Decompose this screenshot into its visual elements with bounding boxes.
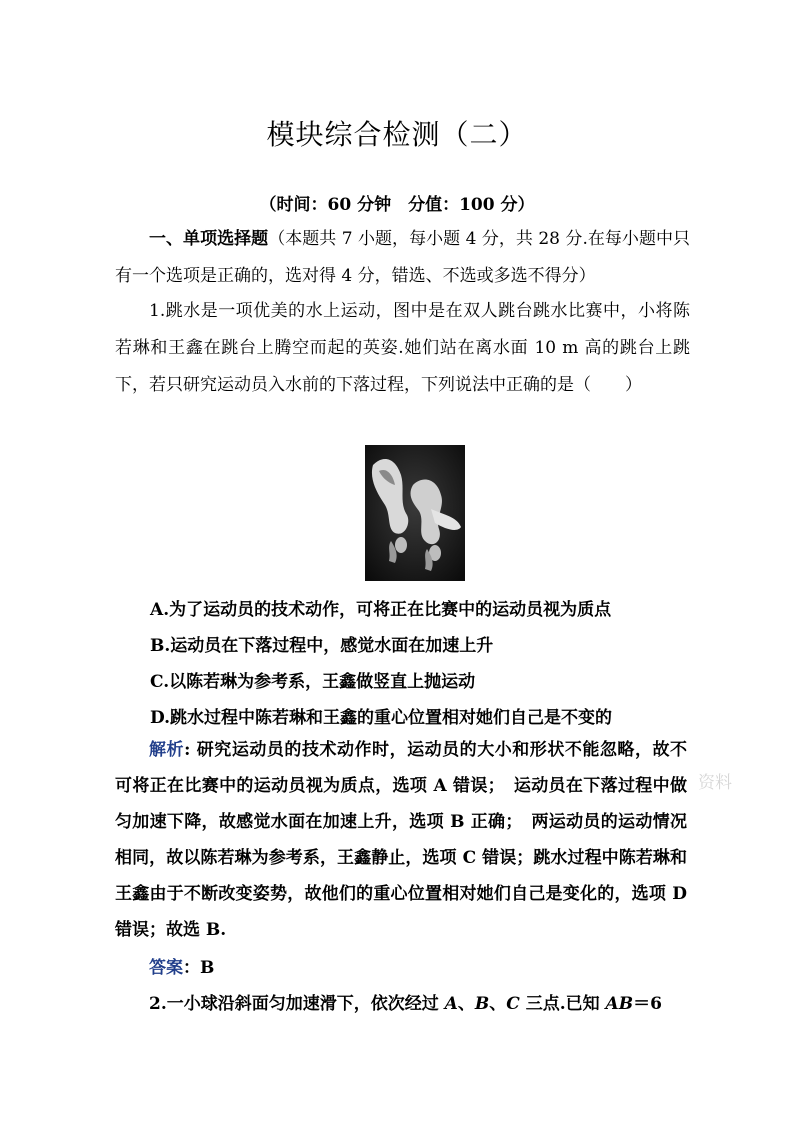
option-b: B.运动员在下落过程中，感觉水面在加速上升: [150, 636, 494, 656]
section-instructions: [115, 221, 690, 295]
diving-photo: [365, 445, 465, 581]
divers-image: [365, 445, 465, 581]
watermark-text: 资料: [698, 773, 732, 793]
q2-sep-1: 、: [457, 994, 475, 1014]
q2-mid: 三点.已知: [519, 994, 606, 1014]
page-title: 模块综合检测（二）: [266, 118, 528, 151]
point-b: B: [474, 994, 490, 1014]
answer-text: ：B: [183, 958, 215, 978]
point-c: C: [506, 994, 520, 1014]
analysis-text: : 研究运动员的技术动作时，运动员的大小和形状不能忽略，故不可将正在比赛中的运动员视为质点，选项 A 错误； 运动员在下落过程中做匀加速下降，故感觉水面在加速上升，选项 B 正确； 两运动员的运动情况相同，故以陈若琳为参考系，王鑫静止，选项 C 错误；跳水过程中陈若琳和王鑫由于不断改变姿势，故他们的重心位置相对她们自己是变化的，选项 D 错误；故选 B.: [115, 740, 687, 940]
option-c: C.以陈若琳为参考系，王鑫做竖直上抛运动: [150, 672, 476, 692]
section-heading: 一、单项选择题: [149, 229, 269, 249]
section-rules: （本题共 7 小题，每小题 4 分，共 28 分.在每小题中只有一个选项是正确的，选对得 4 分，错选、不选或多选不得分）: [115, 229, 691, 286]
question-1-stem: 1.跳水是一项优美的水上运动，图中是在双人跳台跳水比赛中，小将陈若琳和王鑫在跳台上腾空而起的英姿.她们站在离水面 10 m 高的跳台上跳下，若只研究运动员入水前的下落过程，下列说法中正确的是（ ）: [115, 301, 690, 395]
analysis-label: 解析: [149, 740, 185, 760]
segment-ab: AB: [605, 994, 634, 1014]
q2-prefix: 2.一小球沿斜面匀加速滑下，依次经过: [149, 994, 445, 1014]
question-1-answer: [115, 950, 687, 986]
point-a: A: [444, 994, 458, 1014]
option-d: D.跳水过程中陈若琳和王鑫的重心位置相对她们自己是不变的: [150, 708, 613, 728]
answer-label: 答案: [149, 958, 183, 978]
question-2-stem: [115, 986, 690, 1023]
q2-sep-2: 、: [489, 994, 507, 1014]
q2-tail: ＝6: [633, 994, 662, 1014]
question-1-analysis: [115, 732, 687, 948]
exam-time-score: （时间：60 分钟 分值：100 分）: [259, 195, 535, 215]
option-a: A.为了运动员的技术动作，可将正在比赛中的运动员视为质点: [150, 600, 612, 620]
